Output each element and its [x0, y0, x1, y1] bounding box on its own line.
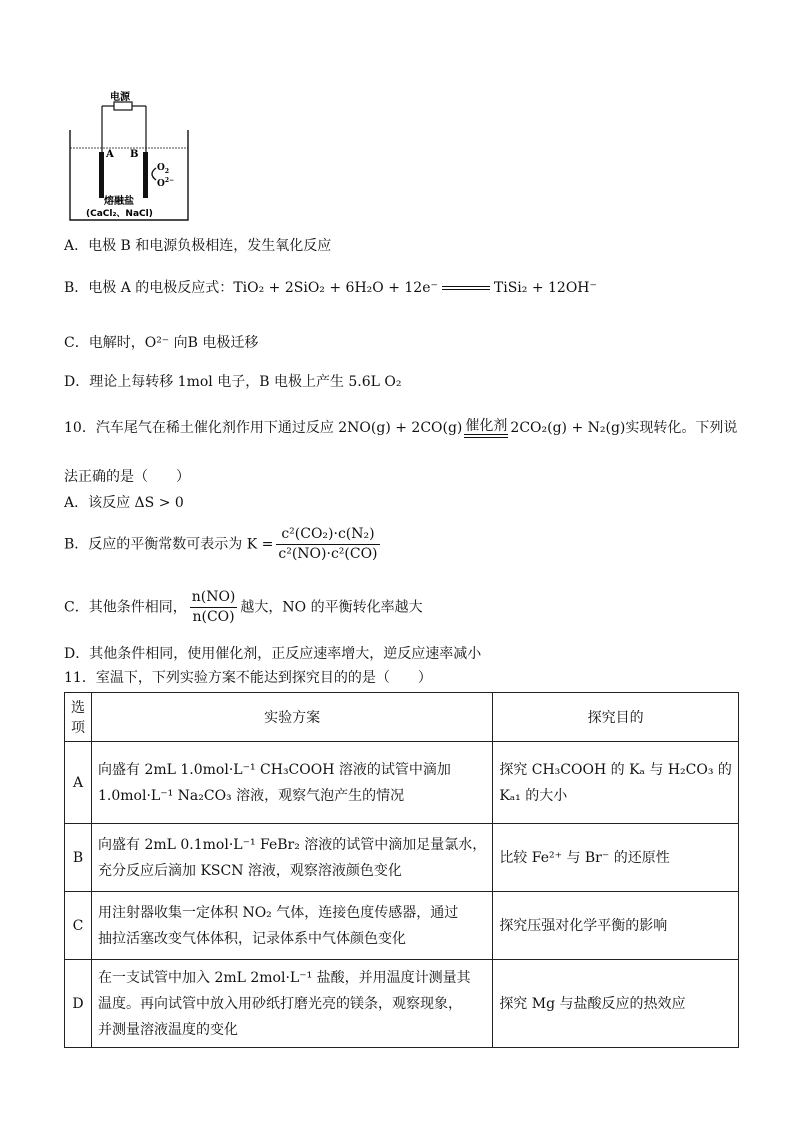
catalyst-label: 催化剂 — [465, 418, 508, 434]
k-denominator: c²(NO)·c²(CO) — [278, 546, 378, 562]
q10-option-a: A．该反应 ΔS > 0 — [64, 495, 184, 511]
q10-option-c — [64, 589, 423, 626]
table-row — [65, 824, 739, 892]
header-goal: 探究目的 — [493, 693, 739, 742]
diagram-o2-label: $O_2$ — [157, 163, 170, 175]
ratio-fraction — [190, 589, 238, 626]
q11-stem: 11．室温下，下列实验方案不能达到探究目的的是（ ） — [64, 670, 432, 686]
diagram-salt-formula: (CaCl₂、NaCl) — [86, 209, 153, 219]
diagram-o2minus-label: $O^{2-}$ — [157, 177, 175, 189]
row-plan: 在一支试管中加入 2mL 2mol·L⁻¹ 盐酸，并用温度计测量其 温度。再向试管中放入用砂纸打磨光亮的镁条，观察现象， 并测量溶液温度的变化 — [92, 960, 493, 1048]
q9-option-b-right: TiSi₂ + 12OH⁻ — [493, 280, 597, 296]
header-option: 选项 — [65, 693, 92, 742]
row-option: A — [65, 742, 92, 824]
power-source-icon — [114, 102, 132, 110]
q10-stem — [64, 418, 737, 438]
ratio-numerator: n(NO) — [190, 589, 238, 608]
row-option: B — [65, 824, 92, 892]
experiment-table — [64, 692, 739, 1048]
header-plan: 实验方案 — [92, 693, 493, 742]
row-plan: 用注射器收集一定体积 NO₂ 气体，连接色度传感器，通过 抽拉活塞改变气体体积，记录体系中气体颜色变化 — [92, 892, 493, 960]
q9-option-b — [64, 278, 597, 298]
q10-stem-end: 2CO₂(g) + N₂(g)实现转化。下列说 — [510, 420, 738, 436]
electrode-a-bar — [99, 152, 104, 198]
diagram-power-label: 电源 — [110, 92, 130, 103]
electrolysis-diagram — [64, 90, 194, 222]
q9-option-d: D．理论上每转移 1mol 电子，B 电极上产生 5.6L O₂ — [64, 374, 402, 390]
q9-option-b-left: TiO₂ + 2SiO₂ + 6H₂O + 12e⁻ — [233, 280, 438, 296]
table-row — [65, 892, 739, 960]
row-goal: 探究压强对化学平衡的影响 — [493, 892, 739, 960]
q9-option-b-prefix: B．电极 A 的电极反应式： — [64, 280, 234, 296]
k-numerator: c²(CO₂)·c(N₂) — [276, 526, 379, 545]
q10-stem-cont: 法正确的是（ ） — [64, 469, 190, 485]
q10-stem-start: 10．汽车尾气在稀土催化剂作用下通过反应 2NO(g) + 2CO(g) — [64, 420, 463, 436]
q10-option-c-prefix: C．其他条件相同， — [64, 599, 187, 616]
table-header-row — [65, 693, 739, 742]
row-option: D — [65, 960, 92, 1048]
row-goal: 比较 Fe²⁺ 与 Br⁻ 的还原性 — [493, 824, 739, 892]
electrode-b-bar — [143, 152, 148, 198]
equals-double-line — [442, 286, 490, 290]
row-plan: 向盛有 2mL 1.0mol·L⁻¹ CH₃COOH 溶液的试管中滴加 1.0mol·L⁻¹ Na₂CO₃ 溶液，观察气泡产生的情况 — [92, 742, 493, 824]
q10-option-d: D．其他条件相同，使用催化剂，正反应速率增大，逆反应速率减小 — [64, 646, 482, 662]
q10-option-b — [64, 526, 383, 563]
table-row — [65, 742, 739, 824]
q9-option-a: A．电极 B 和电源负极相连，发生氧化反应 — [64, 238, 332, 254]
row-option: C — [65, 892, 92, 960]
row-plan: 向盛有 2mL 0.1mol·L⁻¹ FeBr₂ 溶液的试管中滴加足量氯水， 充分反应后滴加 KSCN 溶液，观察溶液颜色变化 — [92, 824, 493, 892]
q10-option-c-suffix: 越大，NO 的平衡转化率越大 — [240, 599, 423, 616]
equilibrium-constant-fraction — [276, 526, 379, 563]
diagram-label-a: A — [106, 149, 114, 160]
q9-option-c: C．电解时，O²⁻ 向B 电极迁移 — [64, 335, 259, 351]
ratio-denominator: n(CO) — [192, 609, 235, 625]
row-goal: 探究 CH₃COOH 的 Kₐ 与 H₂CO₃ 的 Kₐ₁ 的大小 — [493, 742, 739, 824]
catalyst-arrow — [464, 418, 508, 438]
diagram-salt-label: 熔融盐 — [104, 196, 134, 207]
diagram-label-b: B — [130, 149, 139, 160]
table-row — [65, 960, 739, 1048]
row-goal: 探究 Mg 与盐酸反应的热效应 — [493, 960, 739, 1048]
q10-option-b-prefix: B．反应的平衡常数可表示为 K = — [64, 536, 274, 553]
